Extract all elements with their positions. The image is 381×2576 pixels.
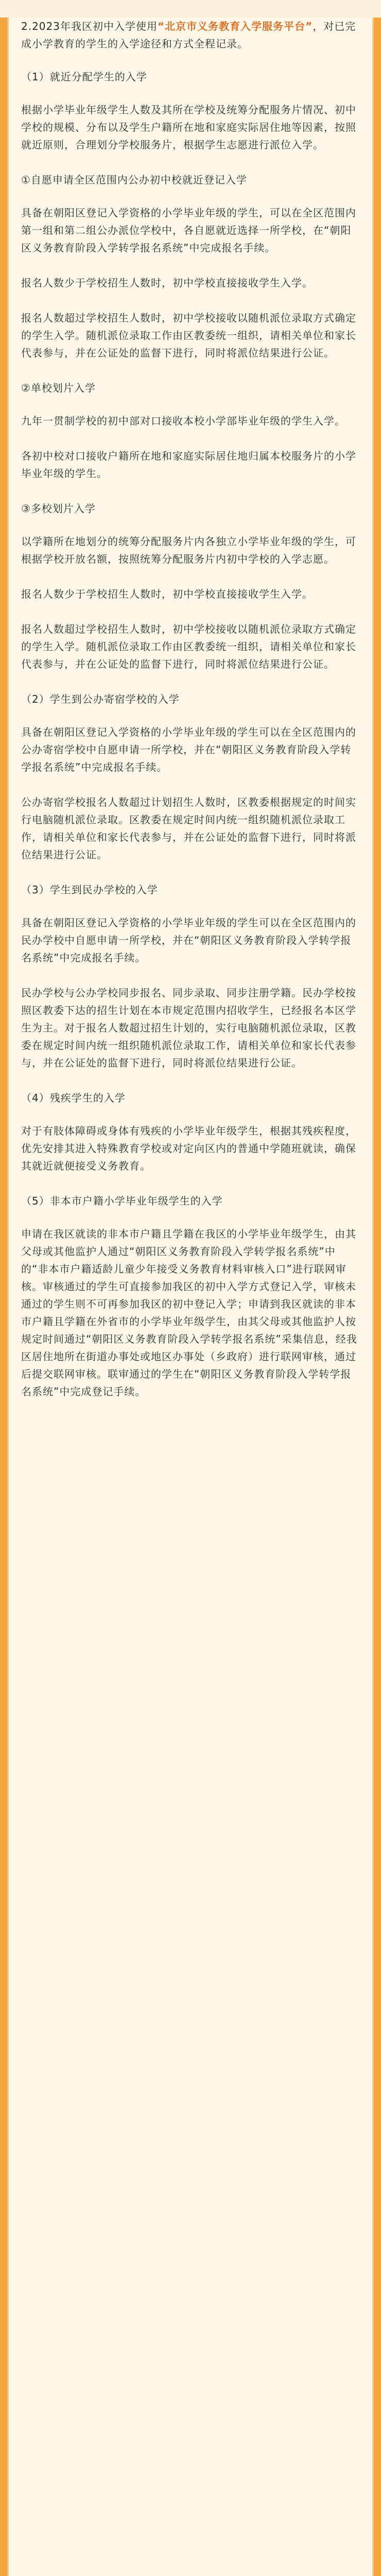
top-strip	[0, 0, 381, 18]
intro-pre: 2.2023年我区初中入学使用	[21, 20, 158, 32]
card-content	[21, 18, 361, 1418]
section-paragraph: 具备在朝阳区登记入学资格的小学毕业年级的学生可以在全区范围内的公办寄宿学校中自愿申请一所学校，并在“朝阳区义务教育阶段入学转学报名系统”中完成报名手续。	[21, 726, 356, 773]
content-card	[7, 18, 374, 2576]
section-heading: （5）非本市户籍小学毕业年级学生的入学	[21, 1195, 223, 1207]
section-paragraph: 具备在朝阳区登记入学资格的小学毕业年级的学生，可以在全区范围内第一组和第二组公办派位学校中，各自愿就近选择一所学校，在“朝阳区义务教育阶段入学转学报名系统”中完成报名手续。	[21, 207, 356, 254]
section-paragraph: 以学籍所在地划分的统筹分配服务片内各独立小学毕业年级的学生，可根据学校开放名额，按照统筹分配服务片内初中学校的入学志愿。	[21, 535, 356, 565]
section-paragraph: 报名人数少于学校招生人数时，初中学校直接接收学生入学。	[21, 277, 313, 289]
section-paragraph: 公办寄宿学校报名人数超过计划招生人数时，区教委根据规定的时间实行电脑随机派位录取。区教委在规定时间内统一组织随机派位录取工作，请相关单位和家长代表参与，并在公证处的监督下进行，同时将派位结果进行公证。	[21, 796, 356, 861]
intro-highlight: “北京市义务教育入学服务平台”	[157, 20, 313, 32]
section-paragraph: 各初中校对口接收户籍所在地和家庭实际居住地归属本校服务片的小学毕业年级的学生。	[21, 450, 356, 480]
section-paragraph: 报名人数超过学校招生人数时，初中学校接收以随机派位录取方式确定的学生入学。随机派位录取工作由区教委统一组织，请相关单位和家长代表参与，并在公证处的监督下进行，同时将派位结果进行公证。	[21, 623, 356, 670]
section-paragraph: 九年一贯制学校的初中部对口接收本校小学部毕业年级的学生入学。	[21, 415, 345, 427]
section-heading: （1）就近分配学生的入学	[21, 71, 147, 83]
section-heading: ③多校划片入学	[21, 502, 96, 515]
section-heading: ①自愿申请全区范围内公办初中校就近登记入学	[21, 174, 247, 186]
section-paragraph: 对于有肢体障碍或身体有残疾的小学毕业年级学生，根据其残疾程度，优先安排其进入特殊教育学校或对定向区内的普通中学随班就读，确保其就近就便接受义务教育。	[21, 1125, 356, 1172]
section-heading: （4）残疾学生的入学	[21, 1092, 126, 1104]
section-paragraph: 民办学校与公办学校同步报名、同步录取、同步注册学籍。民办学校按照区教委下达的招生计划在本市规定范围内招收学生，已经报名本区学生为主。对于报名人数超过招生计划的，实行电脑随机派位录取，区教委在规定时间内统一组织随机派位录取工作，请相关单位和家长代表参与，并在公证处的监督下进行，同时将派位结果进行公证。	[21, 987, 356, 1069]
section-heading: ②单校划片入学	[21, 382, 96, 394]
section-paragraph: 具备在朝阳区登记入学资格的小学毕业年级的学生可以在全区范围内的民办学校中自愿申请一所学校，并在“朝阳区义务教育阶段入学转学报名系统”中完成报名手续。	[21, 917, 356, 964]
section-paragraph: 报名人数超过学校招生人数时，初中学校接收以随机派位录取方式确定的学生入学。随机派位录取工作由区教委统一组织，请相关单位和家长代表参与，并在公证处的监督下进行，同时将派位结果进行公证。	[21, 312, 356, 359]
intro-paragraph	[21, 18, 361, 53]
section-paragraph: 报名人数少于学校招生人数时，初中学校直接接收学生入学。	[21, 588, 313, 600]
intro-post: ，对已完成小学教育的学生的入学途径和方式全程记录。	[21, 20, 356, 50]
section-paragraph: 根据小学毕业年级学生人数及其所在学校及统筹分配服务片情况、初中学校的规模、分布以及学生户籍所在地和家庭实际居住地等因素，按照就近原则，合理划分学校服务片，根据学生志愿进行派位入学。	[21, 104, 356, 151]
section-heading: （2）学生到公办寄宿学校的入学	[21, 693, 180, 705]
section-heading: （3）学生到民办学校的入学	[21, 884, 158, 896]
section-paragraph: 申请在我区就读的非本市户籍且学籍在我区的小学毕业年级学生，由其父母或其他监护人通过“朝阳区义务教育阶段入学转学报名系统”中的“非本市户籍适龄儿童少年接受义务教育材料审核入口”进行联网审核。审核通过的学生可直接参加我区的初中入学方式登记入学，审核未通过的学生则不可再参加我区的初中登记入学；申请到我区就读的非本市户籍且学籍在外省市的小学毕业年级学生，由其父母或其他监护人按规定时间通过“朝阳区义务教育阶段入学转学报名系统”采集信息，经我区居住地所在街道办事处或地区办事处（乡政府）进行联网审核，通过后提交联网审核。联审通过的学生在“朝阳区义务教育阶段入学转学报名系统”中完成登记手续。	[21, 1228, 357, 1398]
sections	[21, 68, 361, 1400]
